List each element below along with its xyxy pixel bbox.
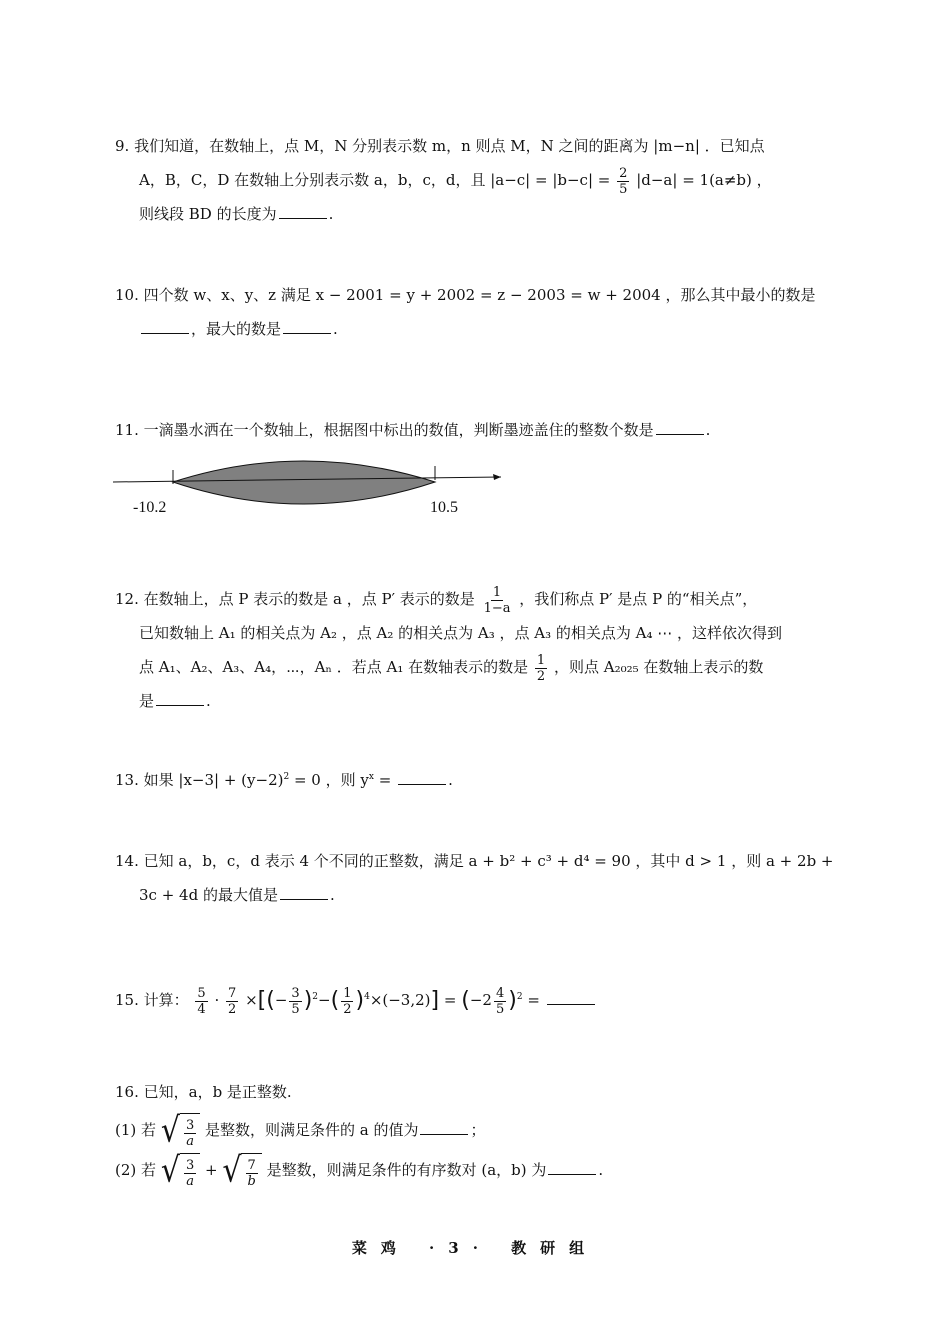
axis-arrow <box>493 474 501 480</box>
question-13 <box>115 763 845 797</box>
q16-sqrt-1: √ $\frac{3}{a}$ <box>161 1113 200 1149</box>
q9-line3: 则线段 BD 的长度为 . <box>139 205 334 223</box>
question-12 <box>115 582 845 718</box>
q9-line1: 9. 我们知道，在数轴上，点 M，N 分别表示数 m，n 则点 M，N 之间的距离为 |m−n| ．已知点 <box>115 137 765 155</box>
question-14 <box>115 844 845 912</box>
q10-line1: 10. 四个数 w、x、y、z 满足 x − 2001 = y + 2002 = z − 2003 = w + 2004 ，那么其中最小的数是 <box>115 286 816 304</box>
q9-line2a: A，B，C，D 在数轴上分别表示数 a，b，c，d，且 |a−c| = |b−c| = <box>139 171 611 189</box>
q12-line2: 已知数轴上 A₁ 的相关点为 A₂ ，点 A₂ 的相关点为 A₃ ，点 A₃ 的相关点为 A₄ ⋯ ，这样依次得到 <box>139 624 783 642</box>
label-right-value: 10.5 <box>430 499 458 516</box>
q12-fraction: $\frac{1}{1-a}$ <box>483 584 511 616</box>
q9-line2 <box>115 163 845 197</box>
q9-fraction: $\frac{2}{5}$ <box>619 165 628 197</box>
question-15 <box>115 983 845 1018</box>
q13-answer-blank <box>398 770 446 785</box>
question-10 <box>115 278 845 346</box>
question-16 <box>115 1075 845 1189</box>
label-left-value: -10.2 <box>133 499 167 516</box>
q16-line1: 16. 已知，a，b 是正整数. <box>115 1083 292 1101</box>
q16-sqrt-3: √ $\frac{7}{b}$ <box>222 1153 261 1189</box>
q12-line3: 点 A₁、A₂、A₃、A₄，⋯，Aₙ ．若点 A₁ 在数轴表示的数是 $\frac{1}{2}$ ，则点 A₂₀₂₅ 在数轴上表示的数 <box>139 652 764 684</box>
ink-blot <box>173 461 435 504</box>
q16-sqrt-2: √ $\frac{3}{a}$ <box>161 1153 200 1189</box>
question-11 <box>115 413 845 447</box>
q15-answer-blank <box>547 990 595 1005</box>
q16-part2: (2) 若 √ $\frac{3}{a}$ + √ $\frac{7}{b}$ 是整数，则满足条件的有序数对 (a，b) 为 . <box>115 1150 604 1191</box>
q12-line1: 12. 在数轴上，点 P 表示的数是 a ，点 P′ 表示的数是 $\frac{1}{1-a}$ ，我们称点 P′ 是点 P 的“相关点”， <box>115 584 758 616</box>
q10-line2: ，最大的数是 . <box>115 312 845 346</box>
q10-max-blank <box>283 319 331 334</box>
q13-line1: 13. 如果 $|x-3| + (y-2)^2 = 0$ ，则 $y^x$ = . <box>115 771 453 789</box>
q14-answer-blank <box>280 885 328 900</box>
q14-line1: 14. 已知 a，b，c，d 表示 4 个不同的正整数，满足 a + b² + c³ + d⁴ = 90 ，其中 d > 1 ，则 a + 2b + <box>115 852 834 870</box>
q11-answer-blank <box>656 420 704 435</box>
q16-part1-blank <box>420 1120 468 1135</box>
q11-line1: 11. 一滴墨水洒在一个数轴上，根据图中标出的数值，判断墨迹盖住的整数个数是 . <box>115 421 711 439</box>
q9-line2b: |d−a| = 1(a≠b) ， <box>636 171 772 189</box>
q9-answer-blank <box>279 204 327 219</box>
q12-line4: 是 . <box>139 692 211 710</box>
q12-answer-blank <box>156 691 204 706</box>
q10-min-blank <box>141 319 189 334</box>
q16-part1: (1) 若 √ $\frac{3}{a}$ 是整数，则满足条件的 a 的值为 ； <box>115 1110 486 1151</box>
q14-line2: 3c + 4d 的最大值是 . <box>139 886 335 904</box>
q15-expression: 15. 计算： $\frac{5}{4}$ · $\frac{7}{2}$ ×[(− $\frac{3}{5}$ )$^2$−( $\frac{1}{2}$ )$^4$×(−3,2)] = (−2 $\frac{4}{5}$ )$^2$ = <box>115 983 845 1018</box>
question-9 <box>115 129 845 231</box>
page-footer: 菜鸡 ·3· 教研组 <box>351 1239 599 1257</box>
q16-part2-blank <box>548 1160 596 1175</box>
q12-half: $\frac{1}{2}$ <box>536 652 546 684</box>
